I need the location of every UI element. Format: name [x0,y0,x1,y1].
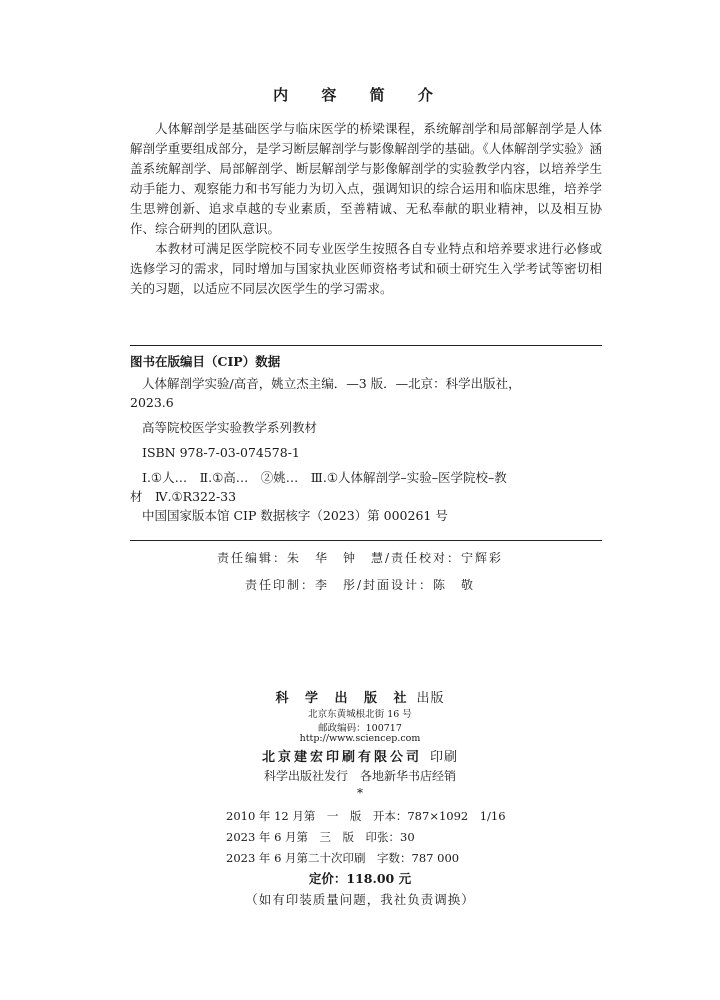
publisher-address: 北京东黄城根北街 16 号 [308,709,412,720]
cip-series: 高等院校医学实验教学系列教材 [142,420,318,435]
edition-row-2: 2023 年 6 月第 三 版 印张：30 [226,830,415,844]
cip-header: 图书在版编目（CIP）数据 [130,354,281,369]
separator-asterisk: * [357,786,363,800]
editor-credits: 责任编辑：朱 华 钟 慧/责任校对：宁辉彩 [216,551,504,565]
cip-record-number: 中国国家版本馆 CIP 数据核字（2023）第 000261 号 [142,508,448,523]
cip-isbn: ISBN 978-7-03-074578-1 [142,445,300,460]
printer-name-text: 北京建宏印刷有限公司 [261,750,422,765]
intro-paragraph: 人体解剖学是基础医学与临床医学的桥梁课程，系统解剖学和局部解剖学是人体解剖学重要组成部分，是学习断层解剖学与影像解剖学的基础。《人体解剖学实验》涵盖系统解剖学、局部解剖学、断层解剖学与影像解剖学的实验教学内容，以培养学生动手能力、观察能力和书写能力为切入点，强调知识的综合运用和临床思维，培养学生思辨创新、追求卓越的专业素质，至善精诚、无私奉献的职业精神，以及相互协作、综合研判的团队意识。 [130,121,602,236]
cip-classification-cont: 材 Ⅳ.①R322-33 [130,489,237,504]
price: 定价：118.00 元 [308,871,412,886]
printer-name [0,746,720,765]
intro-title: 内 容 简 介 [273,86,447,104]
print-credits: 责任印制：李 彤/封面设计：陈 敬 [244,578,476,592]
quality-note: （如有印装质量问题，我社负责调换） [245,892,475,907]
printer-action: 印刷 [430,750,459,765]
cip-title-line-cont: 2023.6 [130,395,174,410]
publisher-action: 出版 [416,691,445,706]
publisher-name-text: 科 学 出 版 社 [275,691,413,706]
cip-bottom-rule [130,540,602,541]
edition-row-3: 2023 年 6 月第二十次印刷 字数：787 000 [226,851,460,865]
cip-top-rule [130,345,602,346]
cip-classification: Ⅰ.①人… Ⅱ.①高… ②姚… Ⅲ.①人体解剖学–实验–医学院校–教 [142,470,507,485]
intro-paragraph: 本教材可满足医学院校不同专业医学生按照各自专业特点和培养要求进行必修或选修学习的需求，同时增加与国家执业医师资格考试和硕士研究生入学考试等密切相关的习题，以适应不同层次医学生的学习需求。 [130,241,602,296]
edition-row-1: 2010 年 12 月第 一 版 开本：787×1092 1/16 [226,809,506,823]
publisher-postcode: 邮政编码：100717 [318,723,402,734]
publisher-url: http://www.sciencep.com [299,733,421,744]
cip-block [130,374,602,525]
publisher-name [0,687,720,706]
cip-title-line: 人体解剖学实验/高音，姚立杰主编．—3 版．—北京：科学出版社， [142,376,521,391]
intro-body [130,119,602,299]
distribution-line: 科学出版社发行 各地新华书店经销 [263,769,456,783]
